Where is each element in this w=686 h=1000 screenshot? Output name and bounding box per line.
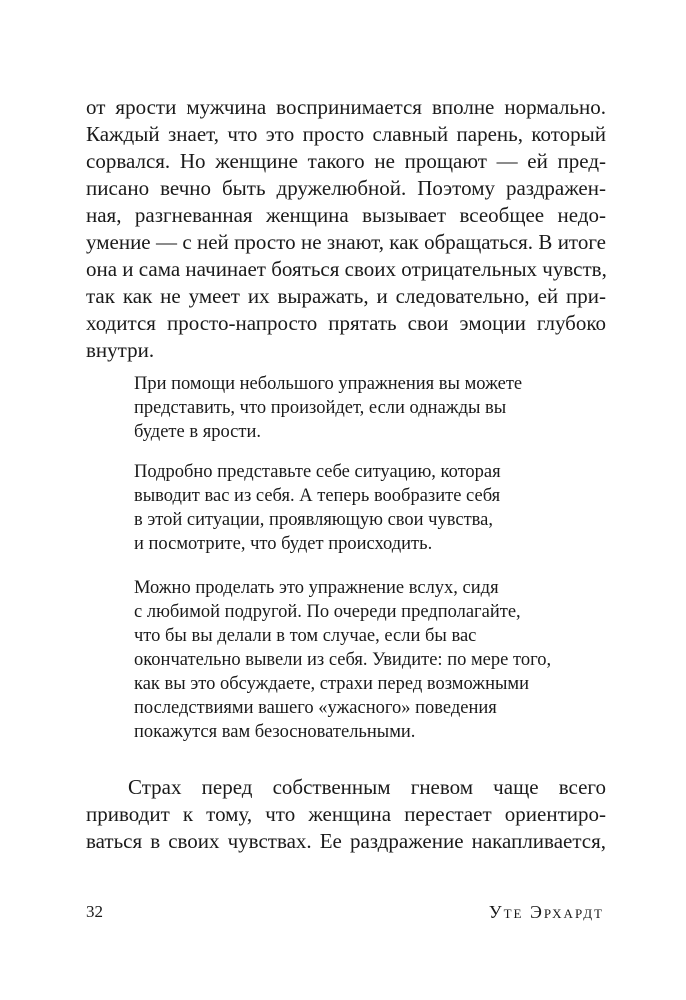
- exercise-line: с любимой подругой. По очереди предполагайте,: [134, 602, 521, 622]
- exercise-line: представить, что произойдет, если однажды вы: [134, 398, 507, 418]
- exercise-line: Подробно представьте себе ситуацию, которая: [134, 462, 501, 482]
- exercise-line: в этой ситуации, проявляющую свои чувства,: [134, 510, 493, 530]
- text-line: ходится просто-напросто прятать свои эмоции глубоко: [86, 311, 606, 335]
- exercise-line: покажутся вам безосновательными.: [134, 722, 416, 742]
- exercise-line: что бы вы делали в том случае, если бы вас: [134, 626, 477, 646]
- text-line: Страх перед собственным гневом чаще всего: [128, 775, 606, 799]
- exercise-line: и посмотрите, что будет происходить.: [134, 534, 433, 554]
- text-line: приводит к тому, что женщина перестает ориентиро-: [86, 802, 606, 826]
- page-number: 32: [86, 902, 103, 921]
- exercise-line: выводит вас из себя. А теперь вообразите себя: [134, 486, 501, 506]
- exercise-line: последствиями вашего «ужасного» поведения: [134, 698, 497, 718]
- exercise-line: При помощи небольшого упражнения вы можете: [134, 374, 523, 394]
- exercise-line: окончательно вывели из себя. Увидите: по мере того,: [134, 650, 552, 670]
- text-line: от ярости мужчина воспринимается вполне нормально.: [86, 95, 606, 119]
- text-line: ваться в своих чувствах. Ее раздражение накапливается,: [86, 829, 606, 853]
- text-line: писано вечно быть дружелюбной. Поэтому раздражен-: [86, 176, 606, 200]
- text-line: умение — с ней просто не знают, как обращаться. В итоге: [86, 230, 606, 254]
- text-line: сорвался. Но женщине такого не прощают — ей пред-: [86, 149, 606, 173]
- text-line: внутри.: [86, 338, 155, 362]
- text-line: она и сама начинает бояться своих отрицательных чувств,: [86, 257, 607, 281]
- text-line: Каждый знает, что это просто славный парень, который: [86, 122, 606, 146]
- text-line: ная, разгневанная женщина вызывает всеобщее недо-: [86, 203, 606, 227]
- exercise-line: будете в ярости.: [134, 422, 261, 442]
- exercise-line: Можно проделать это упражнение вслух, сидя: [134, 578, 499, 598]
- text-line: так как не умеет их выражать, и следовательно, ей при-: [86, 284, 606, 308]
- running-footer-author: Уте Эрхардт: [488, 902, 604, 922]
- exercise-line: как вы это обсуждаете, страхи перед возможными: [134, 674, 530, 694]
